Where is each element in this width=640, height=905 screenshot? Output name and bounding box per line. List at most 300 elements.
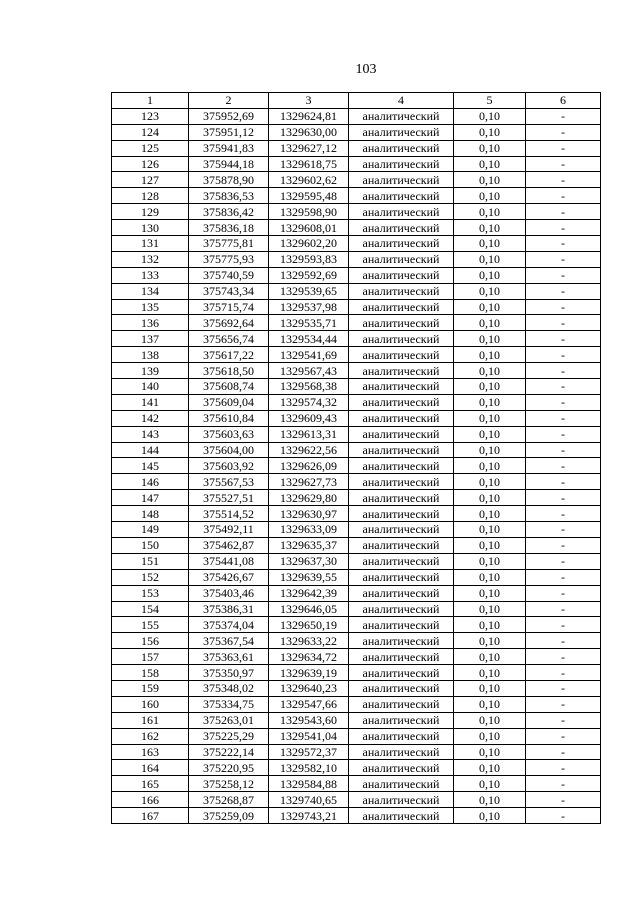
x-coordinate-cell: 375225,29 (189, 728, 269, 744)
accuracy-cell: 0,10 (454, 299, 526, 315)
note-cell: - (526, 617, 601, 633)
x-coordinate-cell: 375836,42 (189, 204, 269, 220)
column-header-2: 2 (189, 93, 269, 109)
table-row (112, 220, 601, 236)
note-cell: - (526, 140, 601, 156)
column-header-3: 3 (269, 93, 349, 109)
note-cell: - (526, 188, 601, 204)
table-header (112, 93, 601, 109)
method-cell: аналитический (349, 108, 454, 124)
x-coordinate-cell: 375567,53 (189, 474, 269, 490)
accuracy-cell: 0,10 (454, 251, 526, 267)
table-row (112, 712, 601, 728)
method-cell: аналитический (349, 299, 454, 315)
x-coordinate-cell: 375604,00 (189, 442, 269, 458)
accuracy-cell: 0,10 (454, 426, 526, 442)
accuracy-cell: 0,10 (454, 442, 526, 458)
table-row (112, 792, 601, 808)
x-coordinate-cell: 375268,87 (189, 792, 269, 808)
point-number-cell: 162 (112, 728, 189, 744)
method-cell: аналитический (349, 712, 454, 728)
x-coordinate-cell: 375952,69 (189, 108, 269, 124)
point-number-cell: 160 (112, 696, 189, 712)
method-cell: аналитический (349, 522, 454, 538)
point-number-cell: 144 (112, 442, 189, 458)
x-coordinate-cell: 375222,14 (189, 744, 269, 760)
point-number-cell: 136 (112, 315, 189, 331)
y-coordinate-cell: 1329646,05 (269, 601, 349, 617)
accuracy-cell: 0,10 (454, 220, 526, 236)
x-coordinate-cell: 375951,12 (189, 124, 269, 140)
x-coordinate-cell: 375363,61 (189, 649, 269, 665)
y-coordinate-cell: 1329634,72 (269, 649, 349, 665)
y-coordinate-cell: 1329567,43 (269, 363, 349, 379)
point-number-cell: 158 (112, 665, 189, 681)
method-cell: аналитический (349, 267, 454, 283)
point-number-cell: 126 (112, 156, 189, 172)
point-number-cell: 159 (112, 680, 189, 696)
y-coordinate-cell: 1329582,10 (269, 760, 349, 776)
x-coordinate-cell: 375775,93 (189, 251, 269, 267)
method-cell: аналитический (349, 172, 454, 188)
point-number-cell: 125 (112, 140, 189, 156)
method-cell: аналитический (349, 617, 454, 633)
method-cell: аналитический (349, 665, 454, 681)
table-row (112, 601, 601, 617)
y-coordinate-cell: 1329627,12 (269, 140, 349, 156)
note-cell: - (526, 649, 601, 665)
x-coordinate-cell: 375610,84 (189, 410, 269, 426)
point-number-cell: 146 (112, 474, 189, 490)
accuracy-cell: 0,10 (454, 696, 526, 712)
table-row (112, 522, 601, 538)
point-number-cell: 132 (112, 251, 189, 267)
y-coordinate-cell: 1329613,31 (269, 426, 349, 442)
accuracy-cell: 0,10 (454, 744, 526, 760)
point-number-cell: 135 (112, 299, 189, 315)
y-coordinate-cell: 1329609,43 (269, 410, 349, 426)
x-coordinate-cell: 375367,54 (189, 633, 269, 649)
table-row (112, 251, 601, 267)
accuracy-cell: 0,10 (454, 633, 526, 649)
accuracy-cell: 0,10 (454, 124, 526, 140)
table-row (112, 299, 601, 315)
y-coordinate-cell: 1329626,09 (269, 458, 349, 474)
x-coordinate-cell: 375608,74 (189, 379, 269, 395)
point-number-cell: 128 (112, 188, 189, 204)
y-coordinate-cell: 1329743,21 (269, 808, 349, 824)
note-cell: - (526, 458, 601, 474)
point-number-cell: 131 (112, 236, 189, 252)
method-cell: аналитический (349, 379, 454, 395)
method-cell: аналитический (349, 808, 454, 824)
x-coordinate-cell: 375348,02 (189, 680, 269, 696)
y-coordinate-cell: 1329740,65 (269, 792, 349, 808)
table-row (112, 410, 601, 426)
x-coordinate-cell: 375334,75 (189, 696, 269, 712)
note-cell: - (526, 331, 601, 347)
table-row (112, 649, 601, 665)
point-number-cell: 142 (112, 410, 189, 426)
table-row (112, 617, 601, 633)
x-coordinate-cell: 375617,22 (189, 347, 269, 363)
table-row (112, 331, 601, 347)
y-coordinate-cell: 1329602,20 (269, 236, 349, 252)
x-coordinate-cell: 375514,52 (189, 506, 269, 522)
table-row (112, 506, 601, 522)
accuracy-cell: 0,10 (454, 808, 526, 824)
method-cell: аналитический (349, 140, 454, 156)
note-cell: - (526, 204, 601, 220)
point-number-cell: 148 (112, 506, 189, 522)
note-cell: - (526, 251, 601, 267)
note-cell: - (526, 220, 601, 236)
column-header-5: 5 (454, 93, 526, 109)
point-number-cell: 139 (112, 363, 189, 379)
accuracy-cell: 0,10 (454, 728, 526, 744)
note-cell: - (526, 744, 601, 760)
y-coordinate-cell: 1329534,44 (269, 331, 349, 347)
x-coordinate-cell: 375941,83 (189, 140, 269, 156)
table-row (112, 776, 601, 792)
y-coordinate-cell: 1329635,37 (269, 537, 349, 553)
accuracy-cell: 0,10 (454, 172, 526, 188)
y-coordinate-cell: 1329630,97 (269, 506, 349, 522)
y-coordinate-cell: 1329639,55 (269, 569, 349, 585)
method-cell: аналитический (349, 728, 454, 744)
table-row (112, 633, 601, 649)
note-cell: - (526, 363, 601, 379)
accuracy-cell: 0,10 (454, 140, 526, 156)
note-cell: - (526, 172, 601, 188)
method-cell: аналитический (349, 792, 454, 808)
y-coordinate-cell: 1329629,80 (269, 490, 349, 506)
note-cell: - (526, 156, 601, 172)
method-cell: аналитический (349, 442, 454, 458)
x-coordinate-cell: 375426,67 (189, 569, 269, 585)
accuracy-cell: 0,10 (454, 283, 526, 299)
table-row (112, 267, 601, 283)
point-number-cell: 137 (112, 331, 189, 347)
note-cell: - (526, 665, 601, 681)
table-row (112, 172, 601, 188)
method-cell: аналитический (349, 585, 454, 601)
method-cell: аналитический (349, 283, 454, 299)
y-coordinate-cell: 1329608,01 (269, 220, 349, 236)
y-coordinate-cell: 1329639,19 (269, 665, 349, 681)
method-cell: аналитический (349, 188, 454, 204)
y-coordinate-cell: 1329593,83 (269, 251, 349, 267)
y-coordinate-cell: 1329547,66 (269, 696, 349, 712)
y-coordinate-cell: 1329637,30 (269, 553, 349, 569)
method-cell: аналитический (349, 474, 454, 490)
note-cell: - (526, 633, 601, 649)
accuracy-cell: 0,10 (454, 188, 526, 204)
method-cell: аналитический (349, 220, 454, 236)
y-coordinate-cell: 1329568,38 (269, 379, 349, 395)
note-cell: - (526, 283, 601, 299)
x-coordinate-cell: 375603,92 (189, 458, 269, 474)
note-cell: - (526, 696, 601, 712)
table-row (112, 569, 601, 585)
point-number-cell: 150 (112, 537, 189, 553)
table-row (112, 347, 601, 363)
method-cell: аналитический (349, 315, 454, 331)
note-cell: - (526, 236, 601, 252)
table-row (112, 537, 601, 553)
note-cell: - (526, 537, 601, 553)
table-row (112, 394, 601, 410)
method-cell: аналитический (349, 331, 454, 347)
x-coordinate-cell: 375836,18 (189, 220, 269, 236)
method-cell: аналитический (349, 124, 454, 140)
method-cell: аналитический (349, 394, 454, 410)
table-row (112, 458, 601, 474)
point-number-cell: 163 (112, 744, 189, 760)
accuracy-cell: 0,10 (454, 649, 526, 665)
y-coordinate-cell: 1329633,22 (269, 633, 349, 649)
y-coordinate-cell: 1329598,90 (269, 204, 349, 220)
point-number-cell: 151 (112, 553, 189, 569)
y-coordinate-cell: 1329633,09 (269, 522, 349, 538)
y-coordinate-cell: 1329640,23 (269, 680, 349, 696)
point-number-cell: 145 (112, 458, 189, 474)
note-cell: - (526, 506, 601, 522)
point-number-cell: 134 (112, 283, 189, 299)
table-row (112, 363, 601, 379)
table-row (112, 744, 601, 760)
accuracy-cell: 0,10 (454, 458, 526, 474)
x-coordinate-cell: 375492,11 (189, 522, 269, 538)
point-number-cell: 166 (112, 792, 189, 808)
point-number-cell: 138 (112, 347, 189, 363)
x-coordinate-cell: 375441,08 (189, 553, 269, 569)
page-number: 103 (355, 62, 377, 77)
table-row (112, 188, 601, 204)
table-row (112, 585, 601, 601)
method-cell: аналитический (349, 744, 454, 760)
x-coordinate-cell: 375527,51 (189, 490, 269, 506)
x-coordinate-cell: 375259,09 (189, 808, 269, 824)
note-cell: - (526, 522, 601, 538)
accuracy-cell: 0,10 (454, 347, 526, 363)
accuracy-cell: 0,10 (454, 665, 526, 681)
accuracy-cell: 0,10 (454, 617, 526, 633)
note-cell: - (526, 792, 601, 808)
table-row (112, 379, 601, 395)
note-cell: - (526, 585, 601, 601)
x-coordinate-cell: 375374,04 (189, 617, 269, 633)
accuracy-cell: 0,10 (454, 267, 526, 283)
note-cell: - (526, 267, 601, 283)
method-cell: аналитический (349, 458, 454, 474)
point-number-cell: 141 (112, 394, 189, 410)
x-coordinate-cell: 375403,46 (189, 585, 269, 601)
point-number-cell: 161 (112, 712, 189, 728)
y-coordinate-cell: 1329595,48 (269, 188, 349, 204)
method-cell: аналитический (349, 347, 454, 363)
table-row (112, 728, 601, 744)
note-cell: - (526, 808, 601, 824)
y-coordinate-cell: 1329624,81 (269, 108, 349, 124)
y-coordinate-cell: 1329584,88 (269, 776, 349, 792)
accuracy-cell: 0,10 (454, 712, 526, 728)
y-coordinate-cell: 1329622,56 (269, 442, 349, 458)
y-coordinate-cell: 1329618,75 (269, 156, 349, 172)
table-row (112, 156, 601, 172)
method-cell: аналитический (349, 760, 454, 776)
x-coordinate-cell: 375656,74 (189, 331, 269, 347)
y-coordinate-cell: 1329543,60 (269, 712, 349, 728)
note-cell: - (526, 601, 601, 617)
point-number-cell: 124 (112, 124, 189, 140)
accuracy-cell: 0,10 (454, 569, 526, 585)
accuracy-cell: 0,10 (454, 506, 526, 522)
note-cell: - (526, 347, 601, 363)
note-cell: - (526, 760, 601, 776)
x-coordinate-cell: 375878,90 (189, 172, 269, 188)
point-number-cell: 164 (112, 760, 189, 776)
method-cell: аналитический (349, 680, 454, 696)
x-coordinate-cell: 375715,74 (189, 299, 269, 315)
x-coordinate-cell: 375350,97 (189, 665, 269, 681)
note-cell: - (526, 553, 601, 569)
accuracy-cell: 0,10 (454, 331, 526, 347)
accuracy-cell: 0,10 (454, 585, 526, 601)
x-coordinate-cell: 375836,53 (189, 188, 269, 204)
column-header-4: 4 (349, 93, 454, 109)
point-number-cell: 123 (112, 108, 189, 124)
y-coordinate-cell: 1329535,71 (269, 315, 349, 331)
x-coordinate-cell: 375740,59 (189, 267, 269, 283)
x-coordinate-cell: 375386,31 (189, 601, 269, 617)
accuracy-cell: 0,10 (454, 394, 526, 410)
x-coordinate-cell: 375775,81 (189, 236, 269, 252)
table-body (112, 108, 601, 823)
method-cell: аналитический (349, 601, 454, 617)
accuracy-cell: 0,10 (454, 474, 526, 490)
table-row (112, 315, 601, 331)
point-number-cell: 152 (112, 569, 189, 585)
table-row (112, 760, 601, 776)
accuracy-cell: 0,10 (454, 108, 526, 124)
method-cell: аналитический (349, 506, 454, 522)
table-row (112, 236, 601, 252)
method-cell: аналитический (349, 156, 454, 172)
table-row (112, 124, 601, 140)
x-coordinate-cell: 375944,18 (189, 156, 269, 172)
method-cell: аналитический (349, 633, 454, 649)
method-cell: аналитический (349, 649, 454, 665)
accuracy-cell: 0,10 (454, 601, 526, 617)
method-cell: аналитический (349, 776, 454, 792)
method-cell: аналитический (349, 204, 454, 220)
method-cell: аналитический (349, 490, 454, 506)
accuracy-cell: 0,10 (454, 680, 526, 696)
table-row (112, 553, 601, 569)
method-cell: аналитический (349, 696, 454, 712)
x-coordinate-cell: 375692,64 (189, 315, 269, 331)
accuracy-cell: 0,10 (454, 776, 526, 792)
x-coordinate-cell: 375743,34 (189, 283, 269, 299)
method-cell: аналитический (349, 553, 454, 569)
note-cell: - (526, 108, 601, 124)
y-coordinate-cell: 1329541,69 (269, 347, 349, 363)
x-coordinate-cell: 375603,63 (189, 426, 269, 442)
point-number-cell: 149 (112, 522, 189, 538)
x-coordinate-cell: 375263,01 (189, 712, 269, 728)
method-cell: аналитический (349, 426, 454, 442)
table-row (112, 665, 601, 681)
table-row (112, 442, 601, 458)
method-cell: аналитический (349, 251, 454, 267)
note-cell: - (526, 680, 601, 696)
note-cell: - (526, 728, 601, 744)
table-row (112, 474, 601, 490)
method-cell: аналитический (349, 569, 454, 585)
point-number-cell: 129 (112, 204, 189, 220)
accuracy-cell: 0,10 (454, 522, 526, 538)
point-number-cell: 140 (112, 379, 189, 395)
accuracy-cell: 0,10 (454, 236, 526, 252)
accuracy-cell: 0,10 (454, 490, 526, 506)
note-cell: - (526, 569, 601, 585)
table-row (112, 490, 601, 506)
accuracy-cell: 0,10 (454, 553, 526, 569)
note-cell: - (526, 124, 601, 140)
x-coordinate-cell: 375220,95 (189, 760, 269, 776)
y-coordinate-cell: 1329650,19 (269, 617, 349, 633)
table-row (112, 808, 601, 824)
x-coordinate-cell: 375609,04 (189, 394, 269, 410)
note-cell: - (526, 474, 601, 490)
x-coordinate-cell: 375258,12 (189, 776, 269, 792)
coordinates-table (111, 92, 601, 824)
note-cell: - (526, 394, 601, 410)
note-cell: - (526, 490, 601, 506)
point-number-cell: 156 (112, 633, 189, 649)
point-number-cell: 127 (112, 172, 189, 188)
table-row (112, 204, 601, 220)
y-coordinate-cell: 1329539,65 (269, 283, 349, 299)
accuracy-cell: 0,10 (454, 410, 526, 426)
note-cell: - (526, 299, 601, 315)
table-row (112, 140, 601, 156)
table-row (112, 108, 601, 124)
table-row (112, 426, 601, 442)
method-cell: аналитический (349, 537, 454, 553)
table-row (112, 680, 601, 696)
point-number-cell: 165 (112, 776, 189, 792)
note-cell: - (526, 442, 601, 458)
accuracy-cell: 0,10 (454, 379, 526, 395)
accuracy-cell: 0,10 (454, 537, 526, 553)
point-number-cell: 157 (112, 649, 189, 665)
point-number-cell: 147 (112, 490, 189, 506)
point-number-cell: 143 (112, 426, 189, 442)
point-number-cell: 133 (112, 267, 189, 283)
x-coordinate-cell: 375462,87 (189, 537, 269, 553)
accuracy-cell: 0,10 (454, 204, 526, 220)
y-coordinate-cell: 1329630,00 (269, 124, 349, 140)
y-coordinate-cell: 1329592,69 (269, 267, 349, 283)
note-cell: - (526, 379, 601, 395)
y-coordinate-cell: 1329627,73 (269, 474, 349, 490)
point-number-cell: 153 (112, 585, 189, 601)
y-coordinate-cell: 1329537,98 (269, 299, 349, 315)
point-number-cell: 154 (112, 601, 189, 617)
y-coordinate-cell: 1329572,37 (269, 744, 349, 760)
